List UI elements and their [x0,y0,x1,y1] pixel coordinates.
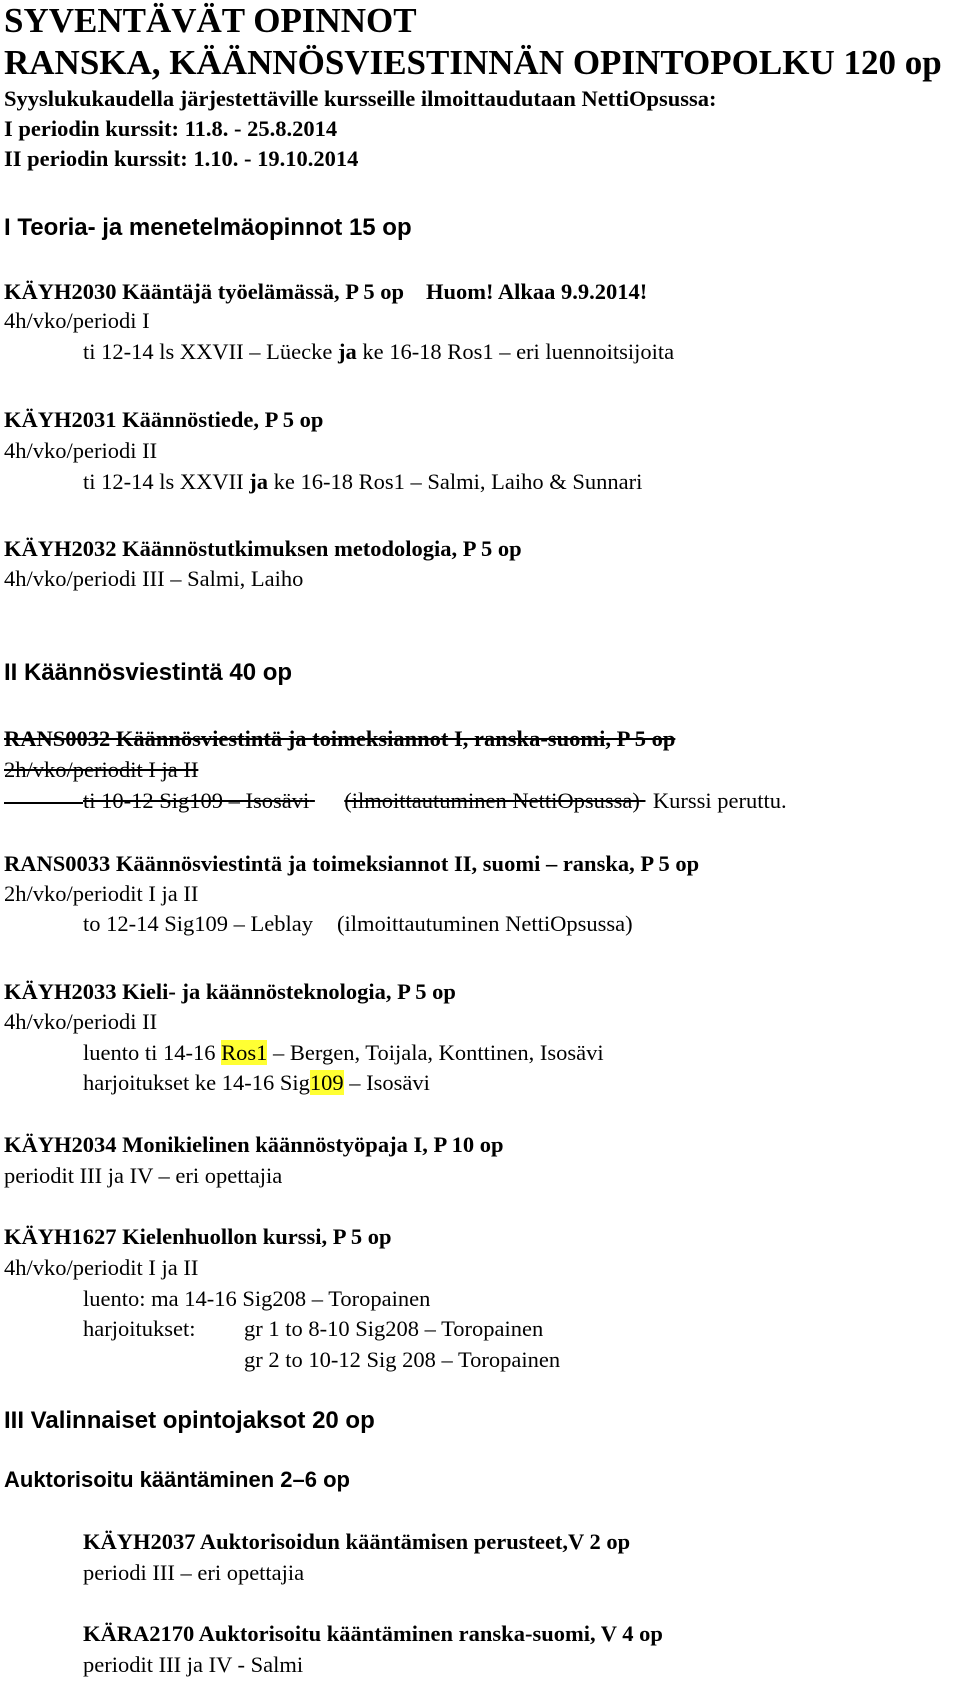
period1-registration: I periodin kurssit: 11.8. - 25.8.2014 [4,116,338,141]
course-kayh2030 [4,281,647,304]
course-kayh1627: KÄYH1627 Kielenhuollon kurssi, P 5 op [4,1224,392,1249]
course-kayh2031: KÄYH2031 Käännöstiede, P 5 op [4,407,324,432]
course-title: KÄYH2030 Kääntäjä työelämässä, P 5 op [4,279,405,304]
schedule-part: luento ti 14-16 [83,1040,216,1065]
course-period: periodi III – eri opettajia [83,1560,305,1585]
course-rans0033: RANS0033 Käännösviestintä ja toimeksiannot II, suomi – ranska, P 5 op [4,851,700,876]
course-kara2170: KÄRA2170 Auktorisoitu kääntäminen ranska-suomi, V 4 op [83,1621,663,1646]
course-period: 4h/vko/periodi III – Salmi, Laiho [4,566,304,591]
schedule-conjunction: ja [249,469,268,494]
course-period: periodit III ja IV – eri opettajia [4,1163,283,1188]
schedule-part: ke 16-18 Ros1 – eri luennoitsijoita [362,339,675,364]
course-schedule [83,790,787,813]
section-heading-theory: I Teoria- ja menetelmäopinnot 15 op [4,214,412,241]
exercise-line [83,1072,430,1095]
lecture-line: luento: ma 14-16 Sig208 – Toropainen [83,1286,431,1311]
course-rans0032: RANS0032 Käännösviestintä ja toimeksiannot I, ranska-suomi, P 5 op [4,726,676,751]
subsection-heading-authorized: Auktorisoitu kääntäminen 2–6 op [4,1467,350,1492]
registration-note: Syyslukukaudella järjestettäville kursseille ilmoittaudutaan NettiOpsussa: [4,86,717,111]
course-period: 2h/vko/periodit I ja II [4,881,199,906]
schedule-part: – Bergen, Toijala, Konttinen, Isosävi [273,1040,604,1065]
schedule-part: – Isosävi [349,1070,430,1095]
schedule-conjunction: ja [337,339,357,364]
section-heading-optional: III Valinnaiset opintojaksot 20 op [4,1407,375,1434]
lecture-line [83,1042,604,1065]
strike-lead-line [4,802,83,804]
doc-title: SYVENTÄVÄT OPINNOT [4,1,417,40]
course-schedule [83,471,642,494]
exercise-label: harjoitukset: [83,1316,196,1341]
course-start-note: Huom! Alkaa 9.9.2014! [426,279,648,304]
course-period: 2h/vko/periodit I ja II [4,757,199,782]
section-heading-translation: II Käännösviestintä 40 op [4,659,293,686]
schedule-part: harjoitukset ke 14-16 Sig [83,1070,310,1095]
course-period: 4h/vko/periodit I ja II [4,1255,199,1280]
course-kayh2034: KÄYH2034 Monikielinen käännöstyöpaja I, P 10 op [4,1132,504,1157]
highlighted-room: 109 [309,1070,344,1095]
period2-registration: II periodin kurssit: 1.10. - 19.10.2014 [4,146,359,171]
cancelled-note: Kurssi peruttu. [652,788,787,813]
course-kayh2037: KÄYH2037 Auktorisoidun kääntämisen perusteet,V 2 op [83,1529,631,1554]
registration-info: (ilmoittautuminen NettiOpsussa) [344,788,640,813]
highlighted-room: Ros1 [221,1040,268,1065]
programme-title: RANSKA, KÄÄNNÖSVIESTINNÄN OPINTOPOLKU 120 op [4,43,942,82]
exercise-group-2: gr 2 to 10-12 Sig 208 – Toropainen [244,1347,561,1372]
course-period: periodit III ja IV - Salmi [83,1652,304,1677]
registration-info: (ilmoittautuminen NettiOpsussa) [336,911,633,936]
course-kayh2033: KÄYH2033 Kieli- ja käännösteknologia, P 5 op [4,979,456,1004]
course-period: 4h/vko/periodi II [4,438,158,463]
schedule-part: ti 10-12 Sig109 – Isosävi [83,788,310,813]
schedule-part: to 12-14 Sig109 – Leblay [83,911,313,936]
schedule-part: ti 12-14 ls XXVII [83,469,244,494]
course-schedule [83,341,674,364]
exercise-group-1: gr 1 to 8-10 Sig208 – Toropainen [244,1316,544,1341]
course-schedule [83,913,633,936]
course-period: 4h/vko/periodi II [4,1009,158,1034]
schedule-part: ke 16-18 Ros1 – Salmi, Laiho & Sunnari [273,469,643,494]
schedule-part: ti 12-14 ls XXVII – Lüecke [83,339,333,364]
course-kayh2032: KÄYH2032 Käännöstutkimuksen metodologia, P 5 op [4,536,522,561]
course-period: 4h/vko/periodi I [4,308,150,333]
